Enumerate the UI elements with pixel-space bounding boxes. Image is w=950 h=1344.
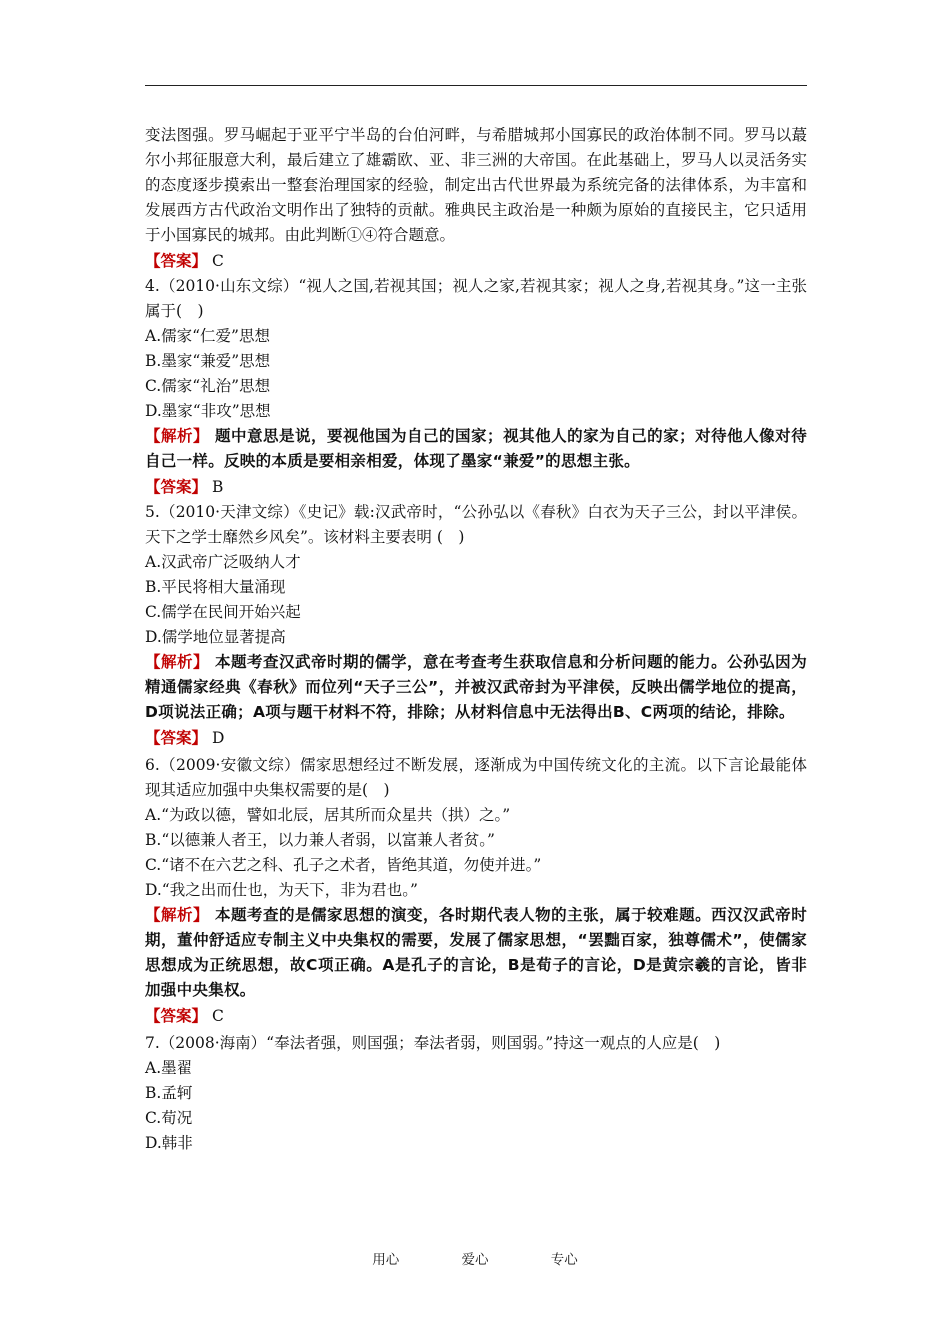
option-d: D.墨家“非攻”思想 — [145, 402, 271, 420]
option-c: C.儒学在民间开始兴起 — [145, 603, 301, 621]
analysis-text — [145, 650, 807, 725]
question-stem: 4.（2010·山东文综）“视人之国,若视其国；视人之家,若视其家；视人之身,若视其身。”这一主张属于( ) — [145, 277, 807, 320]
option-c: C.儒家“礼治”思想 — [145, 377, 271, 395]
question-4 — [145, 274, 807, 500]
analysis-label: 【解析】 — [145, 427, 210, 445]
answer — [145, 725, 807, 751]
answer — [145, 474, 807, 500]
page-footer — [0, 1248, 950, 1268]
option-b: B.孟轲 — [145, 1084, 193, 1102]
answer-label: 【答案】 — [145, 477, 208, 496]
question-5 — [145, 500, 807, 751]
q3-answer — [145, 248, 807, 274]
analysis-text — [145, 424, 807, 474]
analysis-body: 题中意思是说，要视他国为自己的国家；视其他人的家为自己的家；对待他人像对待自己一样。反映的本质是要相亲相爱，体现了墨家“兼爱”的思想主张。 — [145, 427, 807, 470]
analysis-body: 本题考查汉武帝时期的儒学，意在考查考生获取信息和分析问题的能力。公孙弘因为精通儒家经典《春秋》而位列“天子三公”，并被汉武帝封为平津侯，反映出儒学地位的提高，D项说法正确；A项与题干材料不符，排除；从材料信息中无法得出B、C两项的结论，排除。 — [145, 653, 807, 721]
analysis-label: 【解析】 — [145, 653, 210, 671]
question-7 — [145, 1031, 807, 1156]
answer-value: B — [211, 478, 224, 496]
question-stem: 7.（2008·海南）“奉法者强，则国强；奉法者弱，则国弱。”持这一观点的人应是( ) — [145, 1034, 721, 1052]
question-6 — [145, 753, 807, 1029]
footer-item: 用心 — [372, 1252, 400, 1268]
answer-value: C — [211, 1007, 224, 1025]
answer-value: C — [211, 252, 224, 270]
header-rule — [145, 85, 807, 86]
option-b: B.平民将相大量涌现 — [145, 578, 286, 596]
question-stem: 6.（2009·安徽文综）儒家思想经过不断发展，逐渐成为中国传统文化的主流。以下言论最能体现其适应加强中央集权需要的是( ) — [145, 756, 807, 799]
question-stem: 5.（2010·天津文综）《史记》载:汉武帝时，“公孙弘以《春秋》白衣为天子三公，封以平津侯。天下之学士靡然乡风矣”。该材料主要表明 ( ) — [145, 503, 807, 546]
footer-item: 爱心 — [461, 1252, 489, 1268]
analysis-text — [145, 903, 807, 1003]
answer-label: 【答案】 — [145, 251, 208, 270]
answer-label: 【答案】 — [145, 728, 208, 747]
option-d: D.儒学地位显著提高 — [145, 628, 286, 646]
intro-paragraph: 变法图强。罗马崛起于亚平宁半岛的台伯河畔，与希腊城邦小国寡民的政治体制不同。罗马以蕞尔小邦征服意大利，最后建立了雄霸欧、亚、非三洲的大帝国。在此基础上，罗马人以灵活务实的态度逐步摸索出一整套治理国家的经验，制定出古代世界最为系统完备的法律体系，为丰富和发展西方古代政治文明作出了独特的贡献。雅典民主政治是一种颇为原始的直接民主，它只适用于小国寡民的城邦。由此判断①④符合题意。 — [145, 126, 807, 244]
option-b: B.“以德兼人者王，以力兼人者弱，以富兼人者贫。” — [145, 831, 495, 849]
answer-value: D — [211, 729, 225, 747]
analysis-body: 本题考查的是儒家思想的演变，各时期代表人物的主张，属于较难题。西汉汉武帝时期，董仲舒适应专制主义中央集权的需要，发展了儒家思想，“罢黜百家，独尊儒术”，使儒家思想成为正统思想，故C项正确。A是孔子的言论，B是荀子的言论，D是黄宗羲的言论，皆非加强中央集权。 — [145, 906, 807, 999]
option-a: A.“为政以德，譬如北辰，居其所而众星共（拱）之。” — [145, 806, 511, 824]
option-d: D.韩非 — [145, 1134, 193, 1152]
answer — [145, 1003, 807, 1029]
option-a: A.儒家“仁爱”思想 — [145, 327, 270, 345]
option-c: C.“诸不在六艺之科、孔子之术者，皆绝其道，勿使并进。” — [145, 856, 542, 874]
answer-label: 【答案】 — [145, 1006, 208, 1025]
option-a: A.汉武帝广泛吸纳人才 — [145, 553, 301, 571]
document-body — [145, 123, 807, 1156]
footer-item: 专心 — [550, 1252, 578, 1268]
option-d: D.“我之出而仕也，为天下，非为君也。” — [145, 881, 418, 899]
option-a: A.墨翟 — [145, 1059, 193, 1077]
option-c: C.荀况 — [145, 1109, 193, 1127]
analysis-label: 【解析】 — [145, 906, 210, 924]
option-b: B.墨家“兼爱”思想 — [145, 352, 271, 370]
